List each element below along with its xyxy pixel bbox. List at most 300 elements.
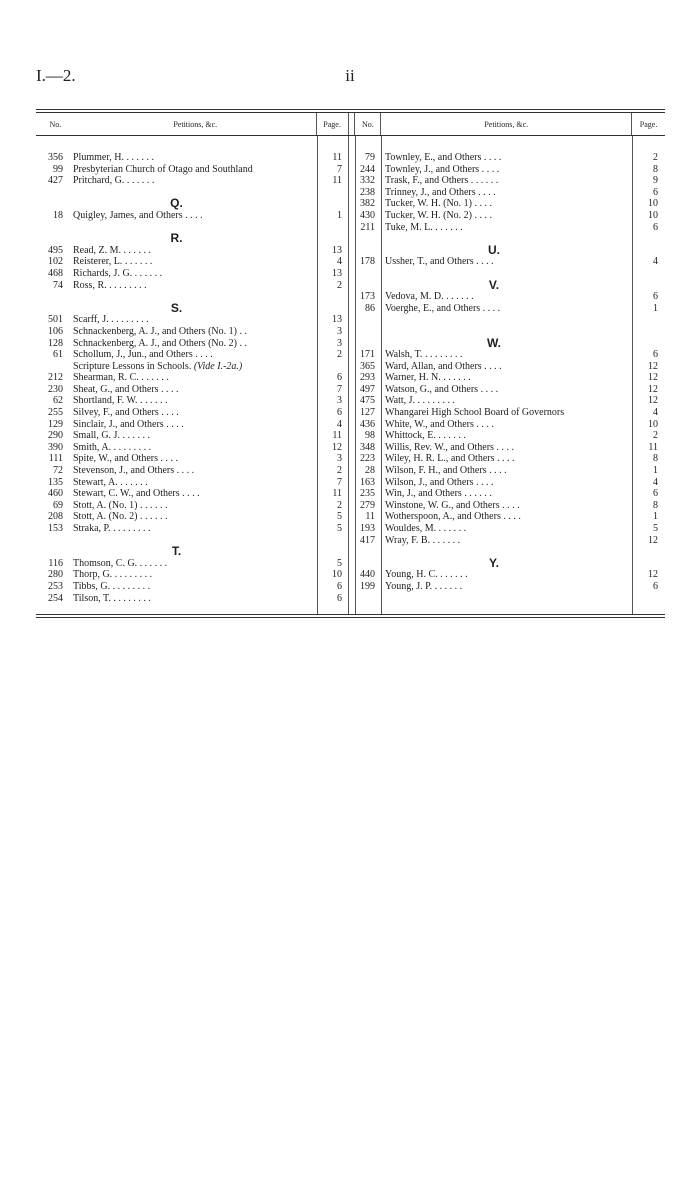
petitioner-name-text: Small, G. J. bbox=[73, 430, 120, 442]
petitioner-name bbox=[378, 198, 631, 210]
petitioner-name bbox=[378, 384, 631, 396]
table-row bbox=[36, 558, 348, 570]
table-row bbox=[356, 581, 665, 593]
dot-leader: . . . . bbox=[182, 209, 203, 221]
petitioner-name bbox=[67, 511, 314, 523]
petitioner-name bbox=[378, 361, 631, 373]
table-row bbox=[36, 442, 348, 454]
dot-leader: . . . . . . bbox=[124, 152, 154, 163]
dot-leader: . . . . bbox=[163, 418, 184, 430]
dot-leader: . . . . bbox=[158, 453, 178, 465]
petition-number: 430 bbox=[360, 209, 375, 221]
dot-leader: . . . . . . bbox=[137, 511, 168, 523]
petitioner-name-text: Wilson, F. H., and Others bbox=[385, 465, 487, 477]
petitioner-name bbox=[67, 453, 314, 465]
petition-number: 365 bbox=[360, 360, 375, 372]
petitioner-name-text: Ross, R. bbox=[73, 279, 107, 291]
dot-leader: . . . . . . bbox=[440, 372, 471, 384]
section-letter: S. bbox=[170, 300, 183, 315]
petitioner-name-text: Read, Z. M. bbox=[73, 244, 122, 256]
petitioner-name-text: Watson, G., and Others bbox=[385, 383, 479, 395]
petitioner-name bbox=[67, 581, 314, 593]
page-reference: 1 bbox=[653, 302, 658, 314]
petitioner-name-text: Sheat, G., and Others bbox=[73, 383, 159, 395]
petitioner-name bbox=[378, 453, 631, 465]
petition-number: 129 bbox=[48, 418, 63, 430]
table-row bbox=[36, 465, 348, 477]
page-reference: 13 bbox=[332, 267, 342, 279]
petitioner-name-text: Walsh, T. bbox=[385, 349, 423, 361]
petitioner-name-text: Whangarei High School Board of Governors bbox=[385, 407, 565, 419]
dot-leader: . . . . bbox=[480, 302, 501, 314]
petitioner-name-text: Pritchard, G. bbox=[73, 175, 125, 187]
row-spacer bbox=[356, 314, 665, 326]
petition-number: 440 bbox=[360, 569, 375, 581]
petitioner-name-text: Tucker, W. H. (No. 1) bbox=[385, 198, 473, 210]
table-row bbox=[36, 152, 348, 164]
page-reference: 10 bbox=[648, 209, 658, 221]
page-reference: 3 bbox=[337, 337, 342, 349]
petition-number: 223 bbox=[360, 453, 375, 465]
page-reference: 1 bbox=[653, 465, 658, 477]
table-row bbox=[36, 210, 348, 222]
left-column bbox=[36, 152, 348, 604]
petitioner-name bbox=[378, 303, 631, 315]
petitioner-name-text: Reisterer, L. bbox=[73, 256, 123, 268]
page-reference: 10 bbox=[332, 569, 342, 581]
table-row bbox=[36, 523, 348, 535]
petition-number: 69 bbox=[53, 499, 63, 511]
petitioner-name-text: Schnackenberg, A. J., and Others (No. 2) bbox=[73, 337, 237, 349]
petitioner-name-text: Tilson, T. bbox=[73, 592, 111, 604]
table-row bbox=[36, 453, 348, 465]
dot-leader: . . . . bbox=[500, 511, 521, 523]
table-row bbox=[36, 581, 348, 593]
petition-number: 98 bbox=[365, 430, 375, 442]
petitioner-name bbox=[67, 465, 314, 477]
petitioner-name bbox=[67, 419, 314, 431]
petition-number: 211 bbox=[360, 221, 375, 233]
page-reference: 5 bbox=[337, 557, 342, 569]
petitioner-name bbox=[378, 164, 631, 176]
table-row bbox=[36, 395, 348, 407]
petition-number: 475 bbox=[360, 395, 375, 407]
petitioner-name-text: Shortland, F. W. bbox=[73, 395, 138, 407]
section-letter: V. bbox=[488, 277, 500, 292]
petitioner-name-text: Wouldes, M. bbox=[385, 523, 437, 534]
page-reference: 7 bbox=[337, 476, 342, 488]
petitioner-name bbox=[378, 488, 631, 500]
section-letter: Y. bbox=[488, 555, 499, 570]
dot-leader: . . . . bbox=[473, 476, 494, 488]
petitioner-name bbox=[378, 581, 631, 593]
dot-leader: . . . . bbox=[472, 198, 493, 210]
table-row bbox=[36, 164, 348, 176]
table-row bbox=[356, 453, 665, 465]
petitioner-name bbox=[378, 407, 631, 419]
dot-leader: . . . . . . bbox=[132, 267, 163, 279]
page-reference: 10 bbox=[648, 418, 658, 430]
petition-number: 128 bbox=[48, 337, 63, 349]
petitioner-name bbox=[378, 372, 631, 384]
petition-number: 501 bbox=[48, 314, 63, 326]
section-letter: Q. bbox=[170, 196, 183, 211]
petition-number: 235 bbox=[360, 488, 375, 500]
petition-number: 62 bbox=[53, 395, 63, 407]
dot-leader: . . . . . . bbox=[443, 291, 474, 303]
petition-number: 11 bbox=[365, 511, 375, 523]
page-reference: 4 bbox=[653, 476, 658, 488]
table-row bbox=[356, 442, 665, 454]
petitioner-name bbox=[378, 511, 631, 523]
page-reference: 12 bbox=[648, 569, 658, 581]
row-spacer bbox=[36, 222, 348, 234]
table-row bbox=[36, 361, 348, 373]
petitioner-name-text: Stewart, C. W., and Others bbox=[73, 488, 180, 500]
table-row bbox=[356, 523, 665, 535]
petitioner-name-text: Smith, A. bbox=[73, 441, 112, 453]
petitioner-name-text: Wiley, H. R. L., and Others bbox=[385, 453, 495, 465]
column-separator bbox=[348, 113, 356, 135]
petitioner-name bbox=[67, 523, 314, 535]
section-letter: U. bbox=[488, 242, 500, 257]
petitioner-name-text: Quigley, James, and Others bbox=[73, 209, 183, 221]
dot-leader: . . . . . . bbox=[436, 523, 467, 534]
page-reference: 8 bbox=[653, 499, 658, 511]
petitioner-name bbox=[67, 558, 314, 570]
petitioner-name-text: Willis, Rev. W., and Others bbox=[385, 441, 494, 453]
table-bottom-rule bbox=[36, 614, 665, 618]
dot-leader: . . . . . . bbox=[137, 499, 168, 511]
petitioner-name-text: Warner, H. N. bbox=[385, 372, 441, 384]
petitioner-name-text: Stewart, A. bbox=[73, 476, 118, 488]
dot-leader: . . . . . . bbox=[137, 557, 168, 569]
petitioner-name-text: Trinney, J., and Others bbox=[385, 186, 476, 198]
table-row bbox=[36, 256, 348, 268]
petitioner-name bbox=[378, 152, 631, 164]
column-header-no: No. bbox=[49, 119, 62, 129]
petition-number: 193 bbox=[360, 523, 375, 534]
table-row bbox=[356, 477, 665, 489]
page-reference: 12 bbox=[648, 395, 658, 407]
row-spacer bbox=[36, 291, 348, 303]
page-reference: 12 bbox=[648, 360, 658, 372]
petitioner-name bbox=[67, 338, 314, 350]
dot-leader: . . . . . . bbox=[430, 534, 461, 546]
petitioner-name-text: Wilson, J., and Others bbox=[385, 476, 474, 488]
petitioner-name bbox=[67, 384, 314, 396]
petitioner-name-text: Ward, Allan, and Others bbox=[385, 360, 482, 372]
petitioner-name bbox=[67, 593, 314, 605]
petition-number: 382 bbox=[360, 198, 375, 210]
petitioner-name bbox=[67, 372, 314, 384]
dot-leader: . . . . bbox=[481, 360, 502, 372]
page-reference bbox=[316, 361, 348, 373]
petition-number: 111 bbox=[48, 453, 63, 465]
dot-leader: . . . . . . bbox=[119, 430, 150, 442]
petition-number: 18 bbox=[53, 209, 63, 221]
page-reference: 11 bbox=[648, 441, 658, 453]
dot-leader: . . bbox=[236, 325, 247, 337]
dot-leader: . . . . . . . . bbox=[106, 279, 147, 291]
dot-leader: . . . . . . bbox=[437, 569, 468, 581]
petition-number: 244 bbox=[360, 163, 375, 175]
page-reference: 5 bbox=[337, 511, 342, 523]
column-separator bbox=[348, 136, 356, 614]
dot-leader: . . . . bbox=[499, 499, 520, 511]
page-reference: 11 bbox=[332, 430, 342, 442]
petition-number: 230 bbox=[48, 383, 63, 395]
table-body bbox=[36, 136, 665, 614]
page-reference: 7 bbox=[337, 163, 342, 175]
page-reference: 1 bbox=[337, 209, 342, 221]
petitioner-name-text: Stott, A. (No. 2) bbox=[73, 511, 138, 523]
petitioner-name bbox=[378, 523, 631, 535]
table-row bbox=[356, 465, 665, 477]
document-reference: I.—2. bbox=[36, 66, 76, 85]
petitioner-name-text: Sinclair, J., and Others bbox=[73, 418, 164, 430]
petitioner-name bbox=[67, 210, 314, 222]
petitioner-name bbox=[378, 535, 631, 547]
petitioner-name-text: Spite, W., and Others bbox=[73, 453, 158, 465]
table-row bbox=[356, 372, 665, 384]
dot-leader: . . . . . . bbox=[138, 372, 169, 384]
petition-number: 254 bbox=[48, 592, 63, 604]
petitioner-name-text: Tibbs, G. bbox=[73, 580, 111, 592]
table-row bbox=[356, 164, 665, 176]
petitioner-name bbox=[378, 222, 631, 234]
column-header-no-right: No. bbox=[362, 119, 374, 129]
petitioner-name bbox=[378, 291, 631, 303]
page-reference: 6 bbox=[653, 221, 658, 233]
petitioner-name bbox=[67, 430, 314, 442]
page-reference: 2 bbox=[653, 430, 658, 442]
petitioner-name-text: Silvey, F., and Others bbox=[73, 407, 159, 419]
dot-leader: . . . . bbox=[493, 441, 514, 453]
page-reference: 12 bbox=[648, 383, 658, 395]
table-row bbox=[36, 430, 348, 442]
table-row bbox=[36, 407, 348, 419]
page-reference: 1 bbox=[653, 511, 658, 523]
petition-number: 279 bbox=[360, 499, 375, 511]
petitioner-name-text: Young, H. C. bbox=[385, 569, 438, 581]
section-letter: R. bbox=[170, 231, 183, 246]
table-row bbox=[36, 500, 348, 512]
dot-leader: . . . . . . . . bbox=[415, 395, 456, 407]
dot-leader: . . . . . . bbox=[124, 175, 155, 187]
table-row bbox=[356, 303, 665, 315]
cross-reference bbox=[67, 361, 314, 373]
table-row bbox=[356, 349, 665, 361]
row-spacer bbox=[356, 546, 665, 558]
petitioner-name bbox=[378, 210, 631, 222]
petitioner-name-text: Thorp, G. bbox=[73, 569, 113, 581]
dot-leader: . . . . . . bbox=[117, 476, 148, 488]
row-spacer bbox=[36, 187, 348, 199]
table-row bbox=[356, 500, 665, 512]
petition-number: 280 bbox=[48, 569, 63, 581]
petition-number: 61 bbox=[53, 349, 63, 361]
dot-leader: . . . . bbox=[475, 186, 496, 198]
petition-number: 290 bbox=[48, 430, 63, 442]
page-reference: 8 bbox=[653, 163, 658, 175]
page-reference: 9 bbox=[653, 175, 658, 187]
table-row bbox=[356, 488, 665, 500]
petitioner-name bbox=[67, 164, 314, 176]
table-row bbox=[356, 407, 665, 419]
table-row bbox=[36, 349, 348, 361]
petitioner-name-text: Winstone, W. G., and Others bbox=[385, 499, 500, 511]
page-reference: 13 bbox=[332, 314, 342, 326]
page-reference: 3 bbox=[337, 453, 342, 465]
dot-leader: . . . . . . bbox=[137, 395, 168, 407]
page-reference: 2 bbox=[337, 465, 342, 477]
petitioner-name-text: Straka, P. bbox=[73, 523, 111, 534]
dot-leader: . . . . . . . . bbox=[110, 592, 151, 604]
page-reference: 6 bbox=[337, 580, 342, 592]
table-row bbox=[36, 593, 348, 605]
dot-leader: . . . . . . . . bbox=[110, 523, 151, 534]
petitioner-name-text: Tuke, M. L. bbox=[385, 221, 433, 233]
table-row bbox=[36, 268, 348, 280]
petitioner-name-text: Stott, A. (No. 1) bbox=[73, 499, 138, 511]
petitioner-name-text: White, W., and Others bbox=[385, 418, 474, 430]
petitioner-name bbox=[67, 256, 314, 268]
petitioner-name-text: Townley, J., and Others bbox=[385, 163, 480, 175]
petitioner-name bbox=[378, 442, 631, 454]
table-row bbox=[356, 511, 665, 523]
petitioner-name-text: Townley, E., and Others bbox=[385, 152, 482, 163]
table-row bbox=[36, 569, 348, 581]
petition-number: 212 bbox=[48, 372, 63, 384]
table-row bbox=[36, 314, 348, 326]
table-row bbox=[36, 338, 348, 350]
page-reference: 6 bbox=[653, 488, 658, 500]
petitioner-name bbox=[67, 245, 314, 257]
table-row bbox=[356, 419, 665, 431]
row-spacer bbox=[356, 233, 665, 245]
petition-number: 417 bbox=[360, 534, 375, 546]
table-row bbox=[356, 395, 665, 407]
petitioner-name bbox=[378, 477, 631, 489]
row-spacer bbox=[36, 535, 348, 547]
table-row bbox=[356, 187, 665, 199]
petition-number: 293 bbox=[360, 372, 375, 384]
petitioner-name-text: Young, J. P. bbox=[385, 580, 433, 592]
petition-number: 106 bbox=[48, 325, 63, 337]
petition-number: 86 bbox=[365, 302, 375, 314]
dot-leader: . . . . . . bbox=[468, 175, 499, 187]
page-reference: 6 bbox=[653, 186, 658, 198]
table-header-row bbox=[36, 113, 665, 136]
petitioner-name bbox=[67, 395, 314, 407]
page-reference: 11 bbox=[332, 175, 342, 187]
petitioner-name-text: Thomson, C. G. bbox=[73, 557, 138, 569]
petition-number: 468 bbox=[48, 267, 63, 279]
page-reference: 12 bbox=[648, 534, 658, 546]
petitioner-name bbox=[67, 152, 314, 164]
petitioner-name-text: Tucker, W. H. (No. 2) bbox=[385, 209, 473, 221]
petitioner-name bbox=[67, 280, 314, 292]
petitioner-name bbox=[67, 314, 314, 326]
dot-leader: . . . . . . bbox=[435, 430, 466, 442]
row-spacer bbox=[356, 268, 665, 280]
section-letter: W. bbox=[487, 335, 501, 350]
page-reference: 6 bbox=[337, 372, 342, 384]
table-row bbox=[356, 210, 665, 222]
page-reference: 6 bbox=[337, 407, 342, 419]
dot-leader: . . . . bbox=[486, 465, 507, 477]
table-row bbox=[36, 245, 348, 257]
page-reference: 2 bbox=[653, 152, 658, 163]
petition-number: 348 bbox=[360, 441, 375, 453]
page-reference: 13 bbox=[332, 244, 342, 256]
dot-leader: . . . . . . bbox=[461, 488, 492, 500]
petitioner-name-text: Shearman, R. C. bbox=[73, 372, 139, 384]
page-reference: 2 bbox=[337, 279, 342, 291]
cross-reference-vide: (Vide I.-2a.) bbox=[193, 360, 243, 372]
petition-number: 72 bbox=[53, 465, 63, 477]
table-row bbox=[36, 372, 348, 384]
petitioner-name-text: Ussher, T., and Others bbox=[385, 256, 474, 268]
petition-number: 135 bbox=[48, 476, 63, 488]
dot-leader: . . . . . . bbox=[432, 580, 463, 592]
petition-number: 178 bbox=[360, 256, 375, 268]
petitioner-name bbox=[378, 349, 631, 361]
dot-leader: . . . . . . bbox=[121, 244, 152, 256]
petitioner-name bbox=[378, 465, 631, 477]
dot-leader: . . . . bbox=[473, 256, 494, 268]
petition-number: 356 bbox=[48, 152, 63, 163]
petitioner-name bbox=[67, 477, 314, 489]
page-reference: 8 bbox=[653, 453, 658, 465]
petitioner-name bbox=[67, 349, 314, 361]
petition-number: 460 bbox=[48, 488, 63, 500]
petitioner-name-text: Richards, J. G. bbox=[73, 267, 133, 279]
dot-leader: . . . . . . . . bbox=[422, 349, 463, 361]
page-reference: 7 bbox=[337, 383, 342, 395]
petitions-index-table bbox=[36, 109, 665, 618]
column-header-petitions: Petitions, &c. bbox=[173, 119, 218, 129]
page-reference: 6 bbox=[653, 291, 658, 303]
petitioner-name-text: Presbyterian Church of Otago and Southland bbox=[73, 163, 253, 175]
table-row bbox=[36, 280, 348, 292]
page-reference: 11 bbox=[332, 488, 342, 500]
page-reference: 10 bbox=[648, 198, 658, 210]
petition-number: 163 bbox=[360, 476, 375, 488]
petition-number: 208 bbox=[48, 511, 63, 523]
table-row bbox=[36, 419, 348, 431]
petition-number: 253 bbox=[48, 580, 63, 592]
petitioner-name-text: Wotherspoon, A., and Others bbox=[385, 511, 501, 523]
page-header bbox=[36, 66, 664, 88]
petitioner-name bbox=[378, 187, 631, 199]
petitioner-name-text: Trask, F., and Others bbox=[385, 175, 469, 187]
table-row bbox=[356, 535, 665, 547]
page-reference: 6 bbox=[653, 580, 658, 592]
petitioner-name-text: Plummer, H. bbox=[73, 152, 124, 163]
petition-number: 74 bbox=[53, 279, 63, 291]
petitioner-name bbox=[67, 488, 314, 500]
dot-leader: . . . . . . bbox=[122, 256, 153, 268]
petitioner-name bbox=[378, 430, 631, 442]
petitioner-name bbox=[378, 256, 631, 268]
petition-number: 390 bbox=[48, 441, 63, 453]
table-row bbox=[36, 511, 348, 523]
dot-leader: . . . . bbox=[479, 163, 500, 175]
page-number: ii bbox=[345, 66, 355, 85]
page-reference: 5 bbox=[337, 523, 342, 534]
